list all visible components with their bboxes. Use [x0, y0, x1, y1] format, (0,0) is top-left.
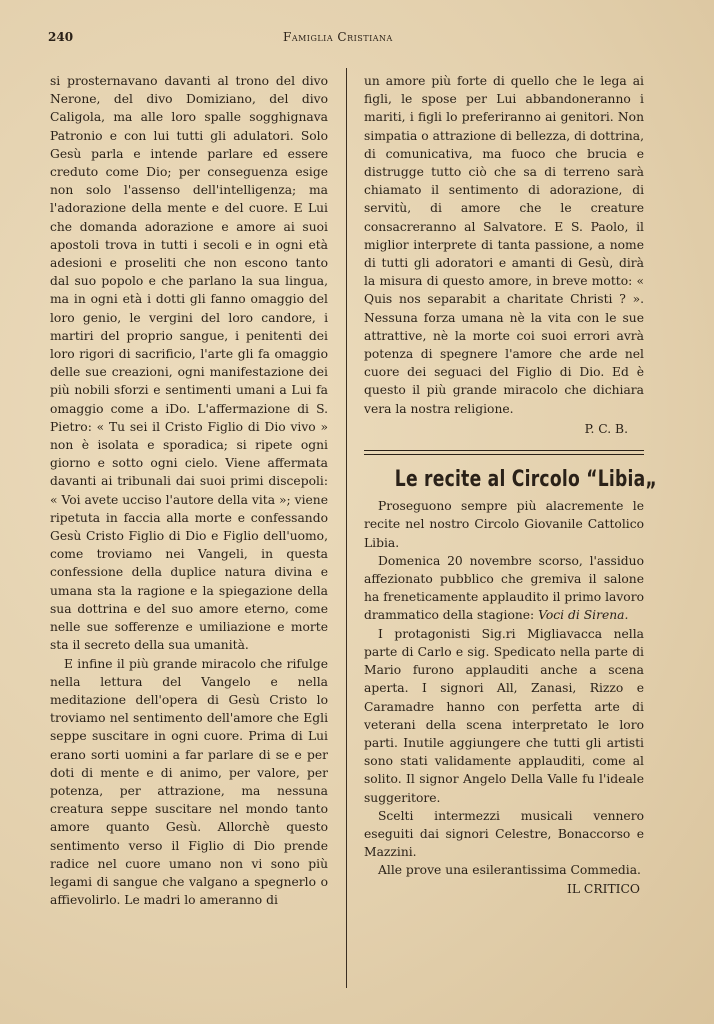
right-column — [364, 72, 657, 898]
right-paragraph-5: Scelti intermezzi musicali vennero eseguiti dai signori Celestre, Bonaccorso e Mazzini. — [364, 808, 644, 860]
left-column — [50, 72, 328, 909]
right-paragraph-3-text: Domenica 20 novembre scorso, l'assiduo affezionato pubblico che gremiva il salone ha freneticamente applaudito il primo lavoro drammatico della stagione: — [364, 553, 644, 623]
right-paragraph-4: I protagonisti Sig.ri Migliavacca nella parte di Carlo e sig. Spedicato nella parte di Mario furono applauditi anche a scena aperta. I signori All, Zanasi, Rizzo e Caramadre hanno con perfetta arte di veterani della scena interpretato le loro parti. Inutile aggiungere che tutti gli artisti sono stati validamente applauditi, come al solito. Il signor Angelo Della Valle fu l'ideale suggeritore. — [364, 626, 644, 805]
article-signature: P. C. B. — [584, 421, 628, 436]
section-rule — [364, 450, 644, 455]
article-headline: Le recite al Circolo “Libia„ — [394, 467, 657, 493]
left-paragraph-2: E infine il più grande miracolo che rifulge nella lettura del Vangelo e nella meditazione dell'opera di Gesù Cristo lo troviamo nel sentimento dell'amore che Egli seppe suscitare in ogni cuore. Prima di Lui erano sorti uomini a far parlare di se e per doti di mente e di animo, per valore, per potenza, per attrazione, ma nessuna creatura seppe suscitare nel mondo tanto amore quanto Gesù. Allorchè questo sentimento verso il Figlio di Dio prende radice nel cuore umano non vi sono più legami di sangue che valgano a spegnerlo o affievolirlo. Le madri lo ameranno di — [50, 656, 328, 908]
page-header — [48, 30, 648, 52]
page-number: 240 — [48, 30, 74, 44]
right-paragraph-3 — [364, 552, 644, 625]
left-paragraph-1: si prosternavano davanti al trono del divo Nerone, del divo Domiziano, del divo Caligola, ma alle loro spalle sogghignava Patronio e con lui tutti gli adulatori. Solo Gesù parla e intende parlare ed essere creduto come Dio; per conseguenza esige non solo l'assenso dell'intelligenza; ma l'adorazione della mente e del cuore. E Lui che domanda adorazione e amore ai suoi apostoli trova in tutti i secoli e in ogni età adesioni e proseliti che non escono tanto dal suo popolo e che parlano la sua lingua, ma in ogni età i dotti gli fanno omaggio del loro genio, le vergini del loro candore, i martiri del proprio sangue, i penitenti dei loro rigori di sacrificio, l'arte gli fa omaggio delle sue creazioni, ogni manifestazione dei più nobili sforzi e sentimenti umani a Lui fa omaggio come a iDo. L'affermazione di S. Pietro: « Tu sei il Cristo Figlio di Dio vivo » non è isolata e sporadica; si ripete ogni giorno e sotto ogni cielo. Viene affermata davanti ai tribunali dai suoi primi discepoli: « Voi avete ucciso l'autore della vita »; viene ripetuta in faccia alla morte e confessando Gesù Cristo Figlio di Dio e Figlio dell'uomo, come troviamo nei Vangeli, in questa confessione della duplice natura divina e umana sta la ragione e la spiegazione della sua dottrina e del suo amore eterno, come nelle sue sofferenze e umiliazione e morte sta il secreto della sua umanità. — [50, 74, 328, 653]
right-paragraph-2: Proseguono sempre più alacremente le recite nel nostro Circolo Giovanile Cattolico Libia. — [364, 499, 644, 550]
column-divider — [346, 68, 347, 988]
play-title: Voci di Sirena. — [538, 608, 629, 623]
right-paragraph-1: un amore più forte di quello che le lega ai figli, le spose per Lui abbandoneranno i mariti, i figli lo preferiranno ai genitori. Non simpatia o attrazione di bellezza, di dottrina, di comunicativa, ma fuoco che brucia e distrugge tutto ciò che sa di terreno sarà chiamato il sentimento di adorazione, di servitù, di amore che le creature consacreranno al Salvatore. E S. Paolo, il miglior interprete di tanta passione, a nome di tutti gli adoratori e amanti di Gesù, dirà la misura di questo amore, in breve motto: « Quis nos separabit a charitate Christi ? ». Nessuna forza umana nè la vita con le sue attrattive, nè la morte coi suoi errori avrà potenza di spegnere l'amore che arde nel cuore dei seguaci del Figlio di Dio. Ed è questo il più grande miracolo che dichiara vera la nostra religione. — [364, 74, 644, 416]
right-paragraph-6: Alle prove una esilerantissima Commedia. — [378, 863, 641, 878]
review-signature: IL CRITICO — [566, 881, 640, 896]
running-head: Famiglia Cristiana — [283, 30, 393, 44]
